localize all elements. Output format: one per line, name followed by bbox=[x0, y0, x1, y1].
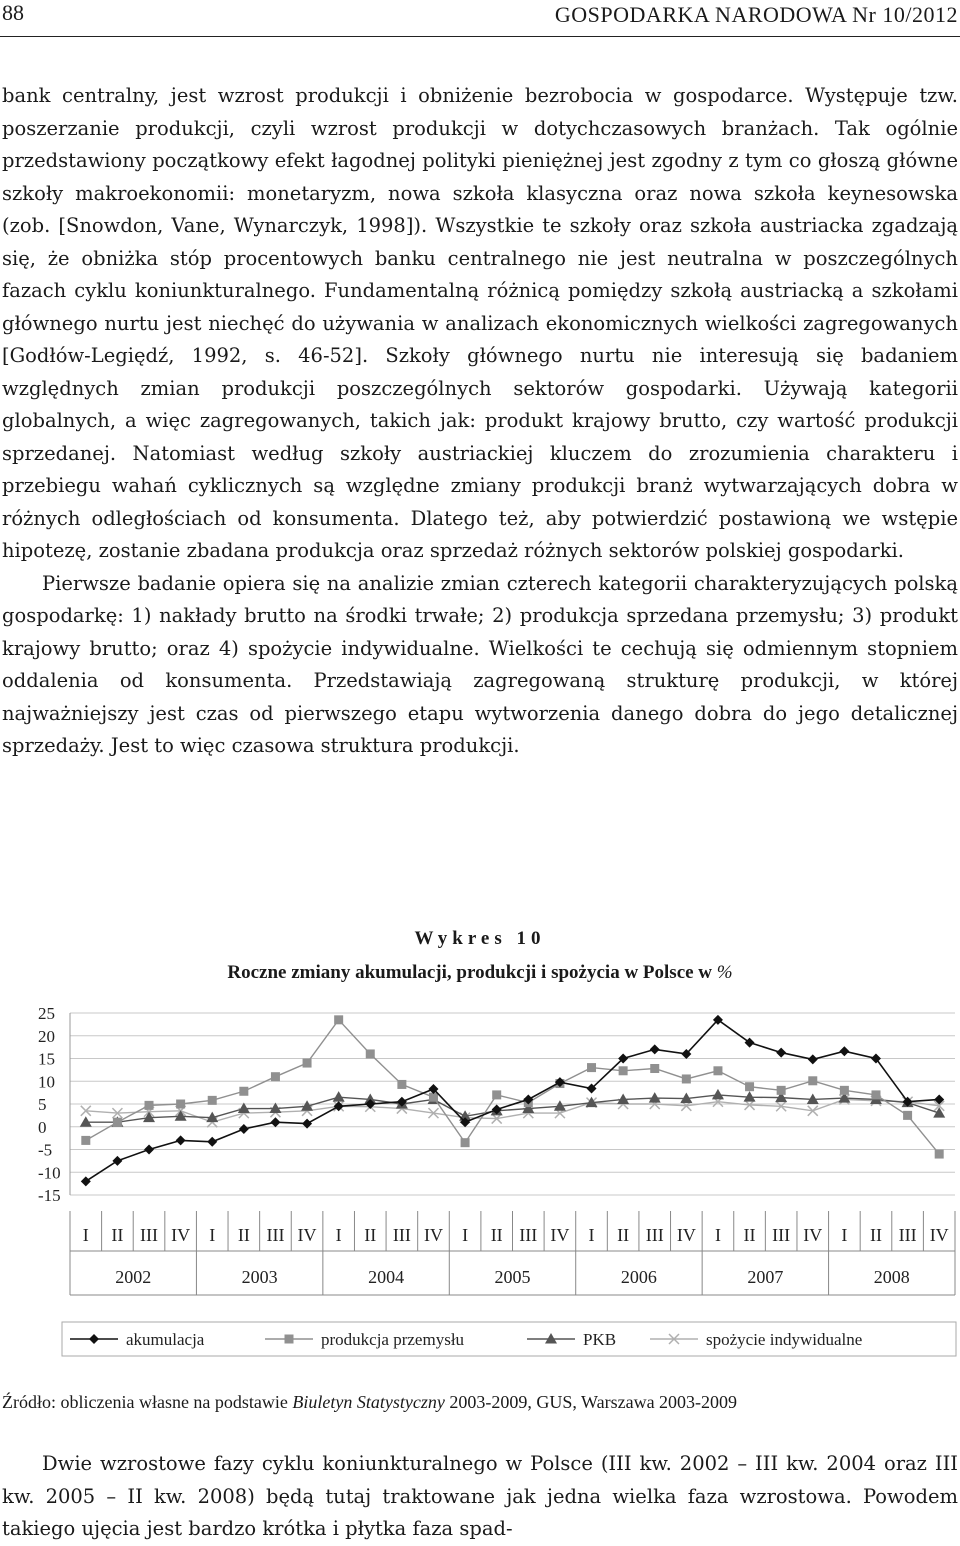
data-point bbox=[366, 1049, 375, 1058]
data-point bbox=[682, 1074, 691, 1083]
year-label: 2005 bbox=[494, 1267, 531, 1287]
data-point bbox=[871, 1090, 880, 1099]
x-tick-label: IV bbox=[423, 1225, 443, 1245]
x-tick-label: I bbox=[209, 1225, 216, 1245]
legend-label: spożycie indywidualne bbox=[706, 1330, 863, 1349]
data-point bbox=[303, 1059, 312, 1068]
line-chart bbox=[0, 995, 960, 1375]
year-label: 2004 bbox=[368, 1267, 405, 1287]
data-point bbox=[80, 1116, 92, 1127]
header-rule bbox=[0, 36, 960, 37]
x-tick-label: III bbox=[140, 1225, 159, 1245]
x-tick-label: II bbox=[237, 1225, 250, 1245]
data-point bbox=[839, 1046, 849, 1056]
y-tick-label: -5 bbox=[38, 1140, 53, 1160]
figure-title-text: Roczne zmiany akumulacji, produkcji i spożycia w Polsce w bbox=[227, 962, 713, 983]
x-tick-label: III bbox=[392, 1225, 411, 1245]
figure-source bbox=[2, 1392, 958, 1413]
paragraph: Pierwsze badanie opiera się na analizie zmian czterech kategorii charakteryzujących polską gospodarkę: 1) nakłady brutto na środki trwałe; 2) produkcja sprzedana przemysłu; 3) produkt krajowy brutto; oraz 4) spożycie indywidualne. Wielkości te cechują się odmiennym stopniem oddalenia od konsumenta. Przedstawiają zagregowaną strukturę produkcji, w której najważniejszy jest czas od pierwszego etapu wytworzenia danego dobra do jego detalicznej sprzedaży. Jest to więc czasowa struktura produkcji. bbox=[2, 571, 958, 757]
year-label: 2007 bbox=[747, 1267, 784, 1287]
x-tick-label: III bbox=[772, 1225, 791, 1245]
y-tick-label: 5 bbox=[38, 1095, 47, 1114]
data-point bbox=[492, 1090, 501, 1099]
x-tick-label: III bbox=[898, 1225, 917, 1245]
figure-title-unit: % bbox=[716, 962, 733, 983]
legend-label: PKB bbox=[583, 1330, 617, 1349]
y-tick-label: 20 bbox=[38, 1026, 55, 1046]
body-text-continued bbox=[2, 1448, 958, 1546]
source-publication: Biuletyn Statystyczny bbox=[292, 1392, 445, 1412]
x-tick-label: II bbox=[364, 1225, 377, 1245]
x-axis-categories bbox=[70, 1211, 955, 1295]
data-point bbox=[649, 1092, 661, 1103]
data-point bbox=[776, 1048, 786, 1058]
data-point bbox=[334, 1015, 343, 1024]
x-tick-label: I bbox=[335, 1225, 342, 1245]
page-number: 88 bbox=[2, 0, 24, 25]
body-text bbox=[2, 80, 958, 763]
chart-legend bbox=[62, 1322, 956, 1356]
legend-marker bbox=[285, 1335, 294, 1344]
series-produkcja-przemysłu bbox=[81, 1015, 943, 1158]
x-tick-label: II bbox=[743, 1225, 756, 1245]
x-tick-label: III bbox=[645, 1225, 664, 1245]
data-point bbox=[113, 1118, 122, 1127]
data-point bbox=[81, 1136, 90, 1145]
data-point bbox=[461, 1138, 470, 1147]
x-tick-label: III bbox=[266, 1225, 285, 1245]
data-point bbox=[429, 1093, 438, 1102]
x-tick-label: IV bbox=[171, 1225, 191, 1245]
x-tick-label: IV bbox=[297, 1225, 317, 1245]
source-suffix: 2003-2009, GUS, Warszawa 2003-2009 bbox=[444, 1392, 738, 1412]
x-tick-label: II bbox=[617, 1225, 630, 1245]
data-point bbox=[239, 1087, 248, 1096]
data-point bbox=[650, 1064, 659, 1073]
x-tick-label: IV bbox=[676, 1225, 696, 1245]
x-tick-label: IV bbox=[929, 1225, 949, 1245]
series-line bbox=[86, 1020, 939, 1154]
journal-title: GOSPODARKA NARODOWA Nr 10/2012 bbox=[554, 2, 958, 27]
paragraph: Dwie wzrostowe fazy cyklu koniunkturalnego w Polsce (III kw. 2002 – III kw. 2004 oraz III kw. 2005 – II kw. 2008) będą tutaj traktowane jak jedna wielka faza wzrostowa. Powodem takiego ujęcia jest bardzo krótka i płytka faza spad- bbox=[2, 1452, 958, 1540]
data-point bbox=[650, 1044, 660, 1054]
x-tick-label: III bbox=[519, 1225, 538, 1245]
data-point bbox=[808, 1054, 818, 1064]
data-point bbox=[712, 1089, 724, 1100]
x-tick-label: I bbox=[82, 1225, 89, 1245]
data-point bbox=[270, 1117, 280, 1127]
y-tick-label: 25 bbox=[38, 1004, 55, 1023]
y-tick-label: -10 bbox=[38, 1163, 61, 1183]
data-point bbox=[713, 1066, 722, 1075]
data-point bbox=[903, 1111, 912, 1120]
y-axis-ticks bbox=[38, 1004, 61, 1205]
y-tick-label: 0 bbox=[38, 1117, 47, 1137]
legend-label: produkcja przemysłu bbox=[321, 1330, 465, 1349]
data-point bbox=[397, 1080, 406, 1089]
data-point bbox=[145, 1101, 154, 1110]
source-prefix: Źródło: obliczenia własne na podstawie bbox=[2, 1392, 293, 1412]
data-point bbox=[208, 1096, 217, 1105]
data-point bbox=[777, 1086, 786, 1095]
figure-label: Wykres 10 bbox=[414, 928, 546, 949]
x-tick-label: I bbox=[841, 1225, 848, 1245]
data-point bbox=[587, 1063, 596, 1072]
data-point bbox=[144, 1145, 154, 1155]
data-point bbox=[81, 1176, 91, 1186]
data-point bbox=[745, 1082, 754, 1091]
figure-title bbox=[0, 962, 960, 984]
legend-label: akumulacja bbox=[126, 1330, 205, 1349]
data-point bbox=[808, 1076, 817, 1085]
year-label: 2008 bbox=[873, 1267, 910, 1287]
y-tick-label: 15 bbox=[38, 1049, 55, 1069]
year-label: 2002 bbox=[115, 1267, 152, 1287]
data-point bbox=[333, 1091, 345, 1102]
x-tick-label: I bbox=[588, 1225, 595, 1245]
x-tick-label: I bbox=[714, 1225, 721, 1245]
x-tick-label: II bbox=[490, 1225, 503, 1245]
data-point bbox=[271, 1072, 280, 1081]
data-point bbox=[176, 1100, 185, 1109]
data-point bbox=[112, 1156, 122, 1166]
data-point bbox=[207, 1137, 217, 1147]
x-tick-label: I bbox=[462, 1225, 469, 1245]
paragraph: bank centralny, jest wzrost produkcji i obniżenie bezrobocia w gospodarce. Występuje tzw. poszerzanie produkcji, czyli wzrost produkcji w dotychczasowych branżach. Tak ogólnie przedstawiony początkowy efekt łagodnej polityki pieniężnej jest zgodny z tym co głoszą główne szkoły makroekonomii: monetaryzm, nowa szkoła klasyczna oraz nowa szkoła keynesowska (zob. [Snowdon, Vane, Wynarczyk, 1998]). Wszystkie te szkoły oraz szkoła austriacka zgadzają się, że obniżka stóp procentowych banku centralnego nie jest neutralna w poszczególnych fazach cyklu koniunkturalnego. Fundamentalną różnicą pomiędzy szkołą austriacką a szkołami głównego nurtu jest niechęć do używania w analizach ekonomicznych wielkości zagregowanych [Godłów-Legiędź, 1992, s. 46-52]. Szkoły głównego nurtu nie interesują się badaniem względnych zmian produkcji poszczególnych sektorów gospodarki. Używają kategorii globalnych, a więc zagregowanych, takich jak: produkt krajowy brutto, czy wartość produkcji sprzedanej. Natomiast według szkoły austriackiej kluczem do zrozumienia charakteru i przebiegu wahań cyklicznych są względne zmiany produkcji branż wytwarzających dobra w różnych odległościach od konsumenta. Dlatego też, aby potwierdzić postawioną we wstępie hipotezę, zostanie zbadana produkcja oraz sprzedaż różnych sektorów polskiej gospodarki. bbox=[2, 84, 958, 562]
y-tick-label: 10 bbox=[38, 1072, 55, 1092]
year-label: 2003 bbox=[241, 1267, 278, 1287]
data-point bbox=[176, 1135, 186, 1145]
data-point bbox=[840, 1086, 849, 1095]
data-point bbox=[619, 1066, 628, 1075]
x-tick-label: IV bbox=[803, 1225, 823, 1245]
y-tick-label: -15 bbox=[38, 1186, 61, 1205]
x-tick-label: II bbox=[111, 1225, 124, 1245]
data-point bbox=[935, 1150, 944, 1159]
chart-series bbox=[80, 1015, 945, 1187]
x-tick-label: IV bbox=[550, 1225, 570, 1245]
x-tick-label: II bbox=[869, 1225, 882, 1245]
running-header bbox=[0, 0, 960, 40]
data-point bbox=[239, 1124, 249, 1134]
year-label: 2006 bbox=[620, 1267, 657, 1287]
